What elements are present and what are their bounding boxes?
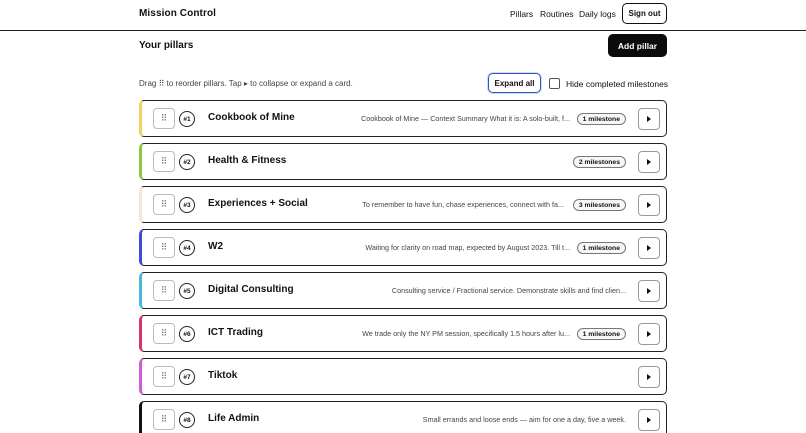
pillar-number: #6 xyxy=(179,326,195,342)
pillar-card[interactable] xyxy=(139,229,667,266)
chevron-right-icon xyxy=(646,245,652,251)
expand-card-button[interactable] xyxy=(638,323,660,345)
chevron-right-icon xyxy=(646,374,652,380)
drag-handle-icon[interactable]: ⠿ xyxy=(153,237,175,258)
expand-all-button[interactable]: Expand all xyxy=(488,73,541,93)
pillar-summary: Consulting service / Fractional service. Demonstrate skills and find clien... xyxy=(391,286,626,295)
expand-card-button[interactable] xyxy=(638,366,660,388)
reorder-hint-text: Drag ⠿ to reorder pillars. Tap ▸ to collapse or expand a card. xyxy=(139,79,353,88)
expand-card-button[interactable] xyxy=(638,280,660,302)
chevron-right-icon xyxy=(646,116,652,122)
pillar-number: #3 xyxy=(179,197,195,213)
expand-card-button[interactable] xyxy=(638,409,660,431)
pillar-number: #2 xyxy=(179,154,195,170)
nav-pillars-link[interactable]: Pillars xyxy=(510,9,534,19)
pillar-card[interactable] xyxy=(139,315,667,352)
pillar-title[interactable]: Digital Consulting xyxy=(208,284,294,295)
drag-handle-icon[interactable]: ⠿ xyxy=(153,151,175,172)
pillar-title[interactable]: Experiences + Social xyxy=(208,198,308,209)
pillar-number: #7 xyxy=(179,369,195,385)
drag-handle-icon[interactable]: ⠿ xyxy=(153,194,175,215)
add-pillar-button[interactable]: Add pillar xyxy=(608,34,667,57)
pillar-card[interactable] xyxy=(139,358,667,395)
milestone-count-badge: 2 milestones xyxy=(573,156,626,168)
pillar-title[interactable]: Cookbook of Mine xyxy=(208,112,295,123)
pillar-card[interactable] xyxy=(139,143,667,180)
chevron-right-icon xyxy=(646,202,652,208)
chevron-right-icon xyxy=(646,417,652,423)
pillar-card[interactable] xyxy=(139,100,667,137)
pillar-summary: We trade only the NY PM session, specifically 1.5 hours after lu... xyxy=(362,329,570,338)
drag-handle-icon[interactable]: ⠿ xyxy=(153,366,175,387)
chevron-right-icon xyxy=(646,159,652,165)
sign-out-button[interactable]: Sign out xyxy=(622,3,667,24)
pillar-number: #8 xyxy=(179,412,195,428)
pillar-summary: To remember to have fun, chase experiences, connect with fa... xyxy=(362,200,564,209)
nav-daily-logs-link[interactable]: Daily logs xyxy=(579,9,616,19)
pillar-title[interactable]: ICT Trading xyxy=(208,327,263,338)
hide-completed-label[interactable]: Hide completed milestones xyxy=(566,79,669,89)
pillar-number: #1 xyxy=(179,111,195,127)
drag-handle-icon[interactable]: ⠿ xyxy=(153,323,175,344)
expand-card-button[interactable] xyxy=(638,194,660,216)
milestone-count-badge: 1 milestone xyxy=(577,242,626,254)
pillar-card[interactable] xyxy=(139,186,667,223)
pillar-title[interactable]: Tiktok xyxy=(208,370,238,381)
pillar-card[interactable] xyxy=(139,272,667,309)
pillar-title[interactable]: Health & Fitness xyxy=(208,155,287,166)
pillar-number: #4 xyxy=(179,240,195,256)
drag-handle-icon[interactable]: ⠿ xyxy=(153,108,175,129)
pillar-summary: Cookbook of Mine — Context Summary What it is: A solo-built, f... xyxy=(361,114,570,123)
pillar-title[interactable]: Life Admin xyxy=(208,413,260,424)
milestone-count-badge: 1 milestone xyxy=(577,328,626,340)
pillar-summary: Small errands and loose ends — aim for one a day, five a week. xyxy=(422,415,626,424)
milestone-count-badge: 1 milestone xyxy=(577,113,626,125)
chevron-right-icon xyxy=(646,288,652,294)
expand-card-button[interactable] xyxy=(638,237,660,259)
pillar-number: #5 xyxy=(179,283,195,299)
hide-completed-checkbox[interactable] xyxy=(549,78,560,89)
brand-title[interactable]: Mission Control xyxy=(139,8,217,19)
drag-handle-icon[interactable]: ⠿ xyxy=(153,280,175,301)
page-title: Your pillars xyxy=(139,40,194,51)
expand-card-button[interactable] xyxy=(638,108,660,130)
pillar-title[interactable]: W2 xyxy=(208,241,223,252)
pillar-card[interactable] xyxy=(139,401,667,433)
top-navigation-bar xyxy=(0,0,806,31)
expand-card-button[interactable] xyxy=(638,151,660,173)
chevron-right-icon xyxy=(646,331,652,337)
milestone-count-badge: 3 milestones xyxy=(573,199,626,211)
nav-routines-link[interactable]: Routines xyxy=(540,9,574,19)
pillar-summary: Waiting for clarity on road map, expected by August 2023. Till t... xyxy=(365,243,570,252)
drag-handle-icon[interactable]: ⠿ xyxy=(153,409,175,430)
